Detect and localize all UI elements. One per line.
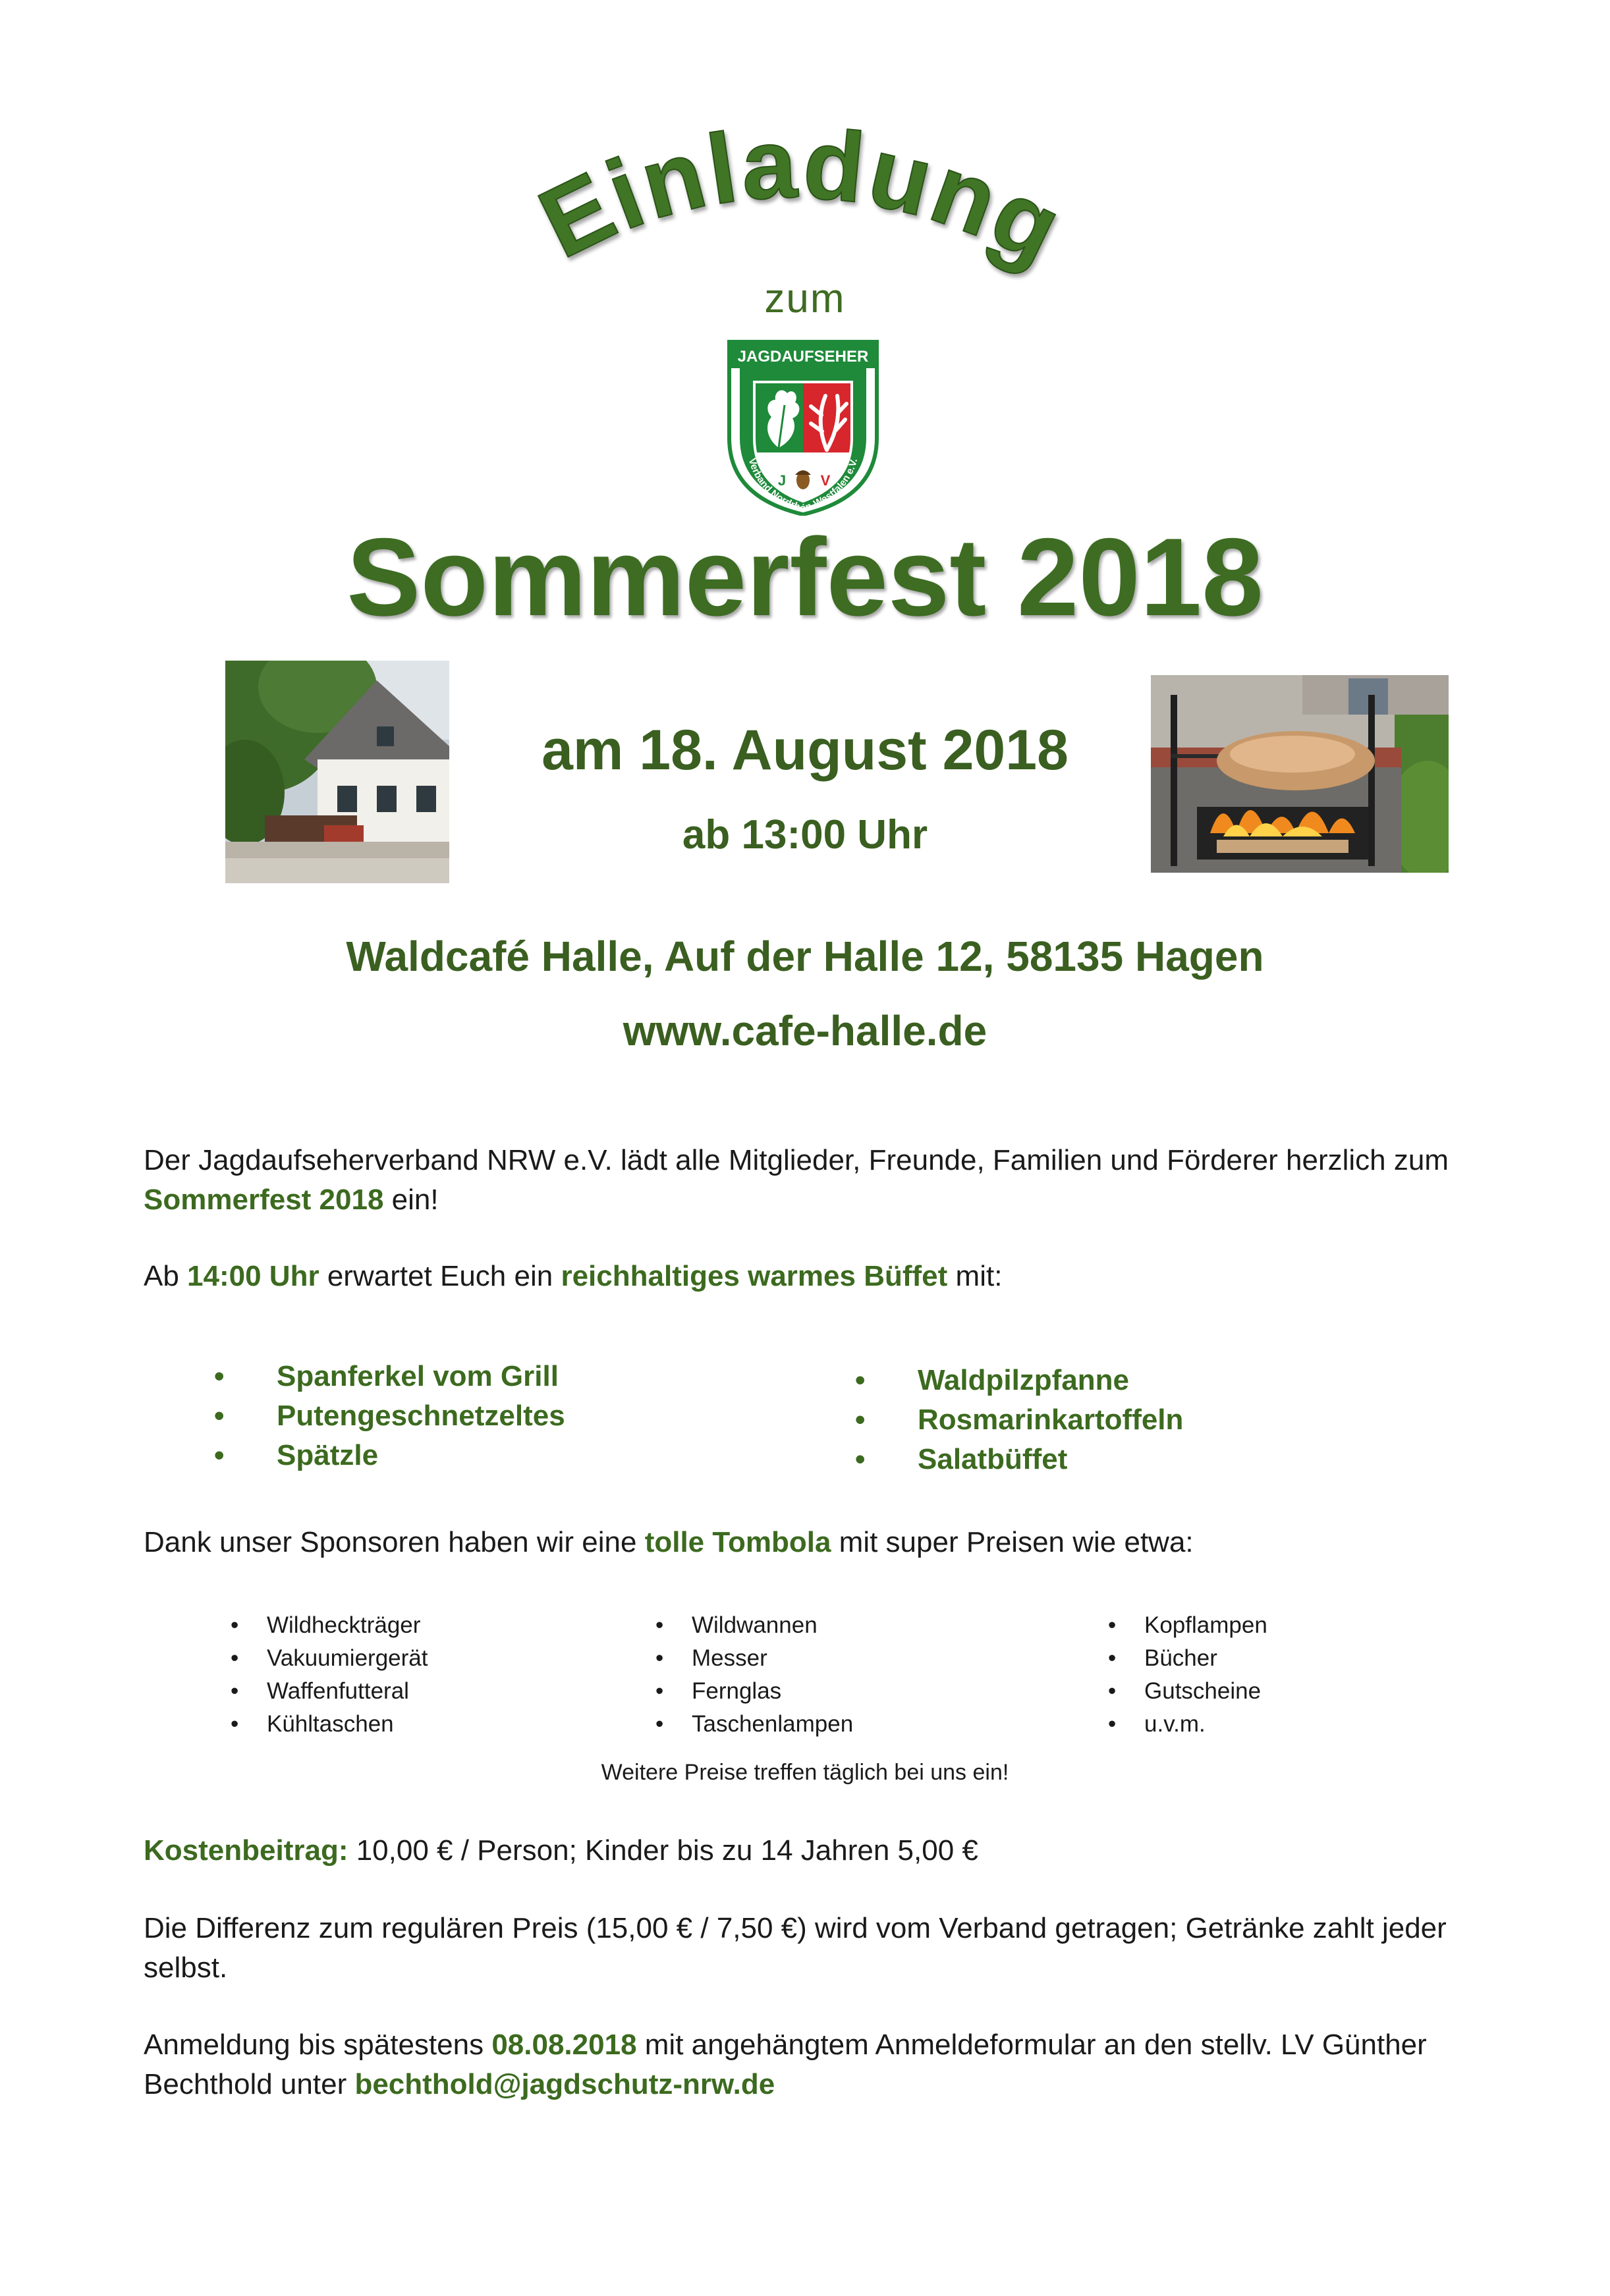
intro-paragraph bbox=[144, 1141, 1474, 1220]
list-item: • Bücher bbox=[1108, 1642, 1267, 1675]
intro-text: Der Jagdaufseherverband NRW e.V. lädt alle Mitglieder, Freunde, Familien und Förderer herzlich zum bbox=[144, 1144, 1449, 1176]
prizes-note: Weitere Preise treffen täglich bei uns ein! bbox=[601, 1760, 1009, 1785]
list-item: • Kühltaschen bbox=[231, 1708, 428, 1741]
crest-initial-j: J bbox=[777, 472, 787, 489]
tombola-suffix: mit super Preisen wie etwa: bbox=[831, 1526, 1194, 1558]
list-item: • Spanferkel vom Grill bbox=[214, 1357, 565, 1396]
svg-text:Einladung bbox=[523, 119, 1080, 285]
tombola-highlight: tolle Tombola bbox=[644, 1526, 831, 1558]
list-item: • Salatbüffet bbox=[855, 1440, 1183, 1479]
event-website-link[interactable]: www.cafe-halle.de bbox=[623, 1007, 987, 1054]
list-item: • Spätzle bbox=[214, 1436, 565, 1475]
title-zum: zum bbox=[764, 276, 846, 321]
intro-suffix: ein! bbox=[383, 1184, 439, 1216]
title-einladung bbox=[408, 119, 1199, 369]
list-item: • Messer bbox=[655, 1642, 853, 1675]
list-item: • Vakuumiergerät bbox=[231, 1642, 428, 1675]
menu-list-right bbox=[855, 1361, 1183, 1479]
title-text: Einladung bbox=[522, 119, 1080, 285]
list-item: • Wildheckträger bbox=[231, 1609, 428, 1642]
buffet-suffix: mit: bbox=[947, 1260, 1003, 1292]
registration-deadline: 08.08.2018 bbox=[491, 2029, 637, 2061]
prize-list-col1 bbox=[231, 1609, 428, 1741]
registration-prefix: Anmeldung bis spätestens bbox=[144, 2029, 492, 2061]
list-item: • u.v.m. bbox=[1108, 1708, 1267, 1741]
prize-list-col2 bbox=[655, 1609, 853, 1741]
association-crest-logo bbox=[727, 339, 879, 516]
cost-paragraph bbox=[144, 1831, 1474, 1871]
menu-list-left bbox=[214, 1357, 565, 1475]
list-item: • Waldpilzpfanne bbox=[855, 1361, 1183, 1400]
registration-middle: mit angehängtem Anmeldeformular an den stellv. LV Günther Bechthold unter bbox=[144, 2029, 1427, 2100]
list-item: • Fernglas bbox=[655, 1675, 853, 1708]
crest-initial-v: V bbox=[820, 472, 831, 489]
intro-highlight: Sommerfest 2018 bbox=[144, 1184, 384, 1216]
buffet-middle: erwartet Euch ein bbox=[319, 1260, 561, 1292]
crest-top-text: JAGDAUFSEHER bbox=[737, 348, 869, 366]
registration-email-link[interactable]: bechthold@jagdschutz-nrw.de bbox=[354, 2068, 775, 2100]
list-item: • Waffenfutteral bbox=[231, 1675, 428, 1708]
list-item: • Kopflampen bbox=[1108, 1609, 1267, 1642]
buffet-paragraph bbox=[144, 1257, 1474, 1296]
cost-label: Kostenbeitrag: bbox=[144, 1834, 348, 1867]
list-item: • Wildwannen bbox=[655, 1609, 853, 1642]
prize-list-col3 bbox=[1108, 1609, 1267, 1741]
event-time: ab 13:00 Uhr bbox=[682, 812, 928, 858]
difference-paragraph: Die Differenz zum regulären Preis (15,00 € / 7,50 €) wird vom Verband getragen; Getränke zahlt jeder selbst. bbox=[144, 1912, 1447, 1984]
tombola-paragraph bbox=[144, 1523, 1474, 1562]
list-item: • Gutscheine bbox=[1108, 1675, 1267, 1708]
registration-paragraph bbox=[144, 2025, 1474, 2104]
tombola-prefix: Dank unser Sponsoren haben wir eine bbox=[144, 1526, 645, 1558]
list-item: • Rosmarinkartoffeln bbox=[855, 1400, 1183, 1440]
list-item: • Putengeschnetzeltes bbox=[214, 1396, 565, 1436]
list-item: • Taschenlampen bbox=[655, 1708, 853, 1741]
event-venue: Waldcafé Halle, Auf der Halle 12, 58135 Hagen bbox=[346, 933, 1264, 980]
event-title: Sommerfest 2018 bbox=[347, 515, 1263, 639]
buffet-time: 14:00 Uhr bbox=[187, 1260, 319, 1292]
crest-ring-text: Verband Nordrhein-Westfalen e.V. bbox=[746, 456, 860, 515]
buffet-highlight: reichhaltiges warmes Büffet bbox=[561, 1260, 948, 1292]
buffet-prefix: Ab bbox=[144, 1260, 188, 1292]
cost-text: 10,00 € / Person; Kinder bis zu 14 Jahren 5,00 € bbox=[348, 1834, 978, 1867]
event-date: am 18. August 2018 bbox=[541, 719, 1069, 782]
